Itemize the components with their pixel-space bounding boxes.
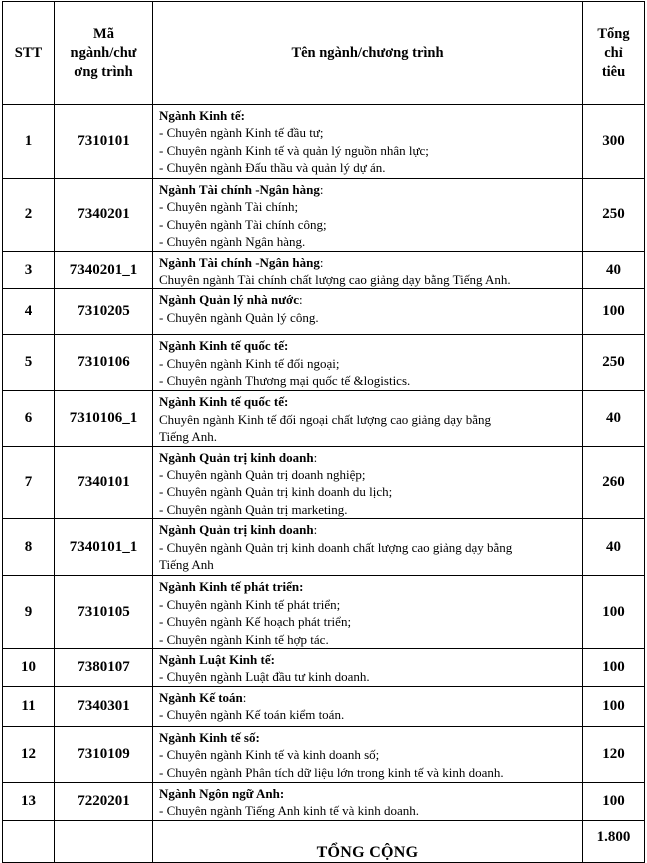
- specialization-line: - Chuyên ngành Phân tích dữ liệu lớn trong kinh tế và kinh doanh.: [159, 764, 504, 780]
- row-quota: 40: [583, 519, 645, 576]
- specialization-line: - Chuyên ngành Luật đầu tư kinh doanh.: [159, 669, 370, 685]
- row-stt: 8: [3, 519, 55, 576]
- row-quota: 260: [583, 446, 645, 519]
- program-name: Ngành Kinh tế số:: [159, 729, 260, 745]
- row-code: 7310101: [55, 105, 153, 179]
- total-row-stt-cell: [3, 820, 55, 862]
- total-row-value-cell: [583, 820, 645, 862]
- program-name: Ngành Tài chính -Ngân hàng: [159, 254, 320, 270]
- row-code: 7310205: [55, 289, 153, 335]
- row-stt: 2: [3, 179, 55, 252]
- row-program: [153, 576, 583, 649]
- row-stt: 11: [3, 686, 55, 726]
- specialization-line: - Chuyên ngành Quản trị marketing.: [159, 501, 348, 517]
- specialization-line: - Chuyên ngành Tài chính;: [159, 199, 299, 215]
- row-stt: 7: [3, 446, 55, 519]
- row-program: [153, 648, 583, 686]
- row-quota: 40: [583, 251, 645, 289]
- specialization-line: - Chuyên ngành Tiếng Anh kinh tế và kinh doanh.: [159, 803, 419, 819]
- table-row: [3, 686, 645, 726]
- row-quota: 100: [583, 576, 645, 649]
- table-row: [3, 289, 645, 335]
- row-quota: 100: [583, 782, 645, 820]
- table-row: [3, 391, 645, 446]
- header-stt: STT: [3, 2, 55, 105]
- row-quota: 300: [583, 105, 645, 179]
- row-code: 7340301: [55, 686, 153, 726]
- row-program: [153, 105, 583, 179]
- table-row: [3, 446, 645, 519]
- table-header-row: [3, 2, 645, 105]
- program-heading: [159, 521, 576, 538]
- admission-quota-table: [2, 1, 645, 863]
- row-code: 7310105: [55, 576, 153, 649]
- row-stt: 1: [3, 105, 55, 179]
- row-code: 7310106_1: [55, 391, 153, 446]
- row-program: [153, 251, 583, 289]
- specialization-line: - Chuyên ngành Kế hoạch phát triển;: [159, 614, 352, 630]
- row-quota: 250: [583, 335, 645, 391]
- specialization-line: Chuyên ngành Kinh tế đối ngoại chất lượng cao giảng dạy bằng: [159, 411, 491, 427]
- specialization-line: - Chuyên ngành Kinh tế hợp tác.: [159, 631, 329, 647]
- program-name: Ngành Kinh tế quốc tế:: [159, 338, 289, 354]
- table-row: [3, 105, 645, 179]
- program-name-suffix: :: [313, 522, 318, 538]
- row-quota: 250: [583, 179, 645, 252]
- header-total: Tổng chỉ tiêu: [583, 2, 645, 105]
- row-program: [153, 391, 583, 446]
- row-program: [153, 782, 583, 820]
- row-program: [153, 726, 583, 782]
- specialization-line: - Chuyên ngành Đấu thầu và quản lý dự án.: [159, 160, 386, 176]
- total-row-code-cell: [55, 820, 153, 862]
- table-body: [3, 105, 645, 821]
- header-code: Mã ngành/chư ơng trình: [55, 2, 153, 105]
- row-program: [153, 519, 583, 576]
- program-name: Ngành Quản lý nhà nước: [159, 292, 299, 308]
- specialization-line: Chuyên ngành Tài chính chất lượng cao giảng dạy bằng Tiếng Anh.: [159, 272, 511, 288]
- program-heading: [159, 651, 576, 668]
- total-row-label-cell: [153, 820, 583, 862]
- row-stt: 6: [3, 391, 55, 446]
- row-code: 7310109: [55, 726, 153, 782]
- program-name: Ngành Ngôn ngữ Anh:: [159, 785, 285, 801]
- row-code: 7220201: [55, 782, 153, 820]
- specialization-line: Tiếng Anh: [159, 557, 214, 573]
- table-row: [3, 335, 645, 391]
- specialization-line: - Chuyên ngành Kinh tế đối ngoại;: [159, 355, 340, 371]
- row-code: 7340101: [55, 446, 153, 519]
- specialization-line: - Chuyên ngành Quản lý công.: [159, 309, 319, 325]
- row-code: 7310106: [55, 335, 153, 391]
- grand-total-value: 1.800: [596, 828, 631, 845]
- table-row: [3, 519, 645, 576]
- program-name: Ngành Quản trị kinh doanh: [159, 449, 314, 465]
- specialization-line: - Chuyên ngành Quản trị doanh nghiệp;: [159, 467, 366, 483]
- row-stt: 5: [3, 335, 55, 391]
- program-heading: [159, 291, 576, 308]
- row-quota: 120: [583, 726, 645, 782]
- table-row: [3, 726, 645, 782]
- program-name-suffix: :: [313, 449, 318, 465]
- table-row: [3, 782, 645, 820]
- program-heading: [159, 729, 576, 746]
- row-stt: 3: [3, 251, 55, 289]
- row-quota: 100: [583, 648, 645, 686]
- specialization-line: - Chuyên ngành Thương mại quốc tế &logistics.: [159, 373, 411, 389]
- program-name: Ngành Kế toán: [159, 689, 243, 705]
- table-row: [3, 648, 645, 686]
- program-name: Ngành Tài chính -Ngân hàng: [159, 182, 320, 197]
- program-heading: [159, 107, 576, 124]
- row-stt: 4: [3, 289, 55, 335]
- program-heading: [159, 393, 576, 410]
- program-heading: [159, 578, 576, 595]
- row-stt: 9: [3, 576, 55, 649]
- program-heading: [159, 254, 576, 271]
- program-heading: [159, 449, 576, 466]
- row-program: [153, 179, 583, 252]
- specialization-line: - Chuyên ngành Kế toán kiểm toán.: [159, 707, 345, 723]
- program-name: Ngành Kinh tế quốc tế:: [159, 394, 289, 410]
- program-heading: [159, 689, 576, 706]
- specialization-line: - Chuyên ngành Kinh tế và kinh doanh số;: [159, 747, 380, 763]
- row-code: 7380107: [55, 648, 153, 686]
- row-quota: 100: [583, 289, 645, 335]
- row-stt: 12: [3, 726, 55, 782]
- row-program: [153, 289, 583, 335]
- program-name-suffix: :: [319, 182, 324, 197]
- specialization-line: - Chuyên ngành Quản trị kinh doanh chất lượng cao giảng dạy bằng: [159, 539, 513, 555]
- program-name-suffix: :: [299, 292, 303, 308]
- row-quota: 40: [583, 391, 645, 446]
- row-quota: 100: [583, 686, 645, 726]
- total-row: [3, 820, 645, 862]
- specialization-line: - Chuyên ngành Kinh tế phát triển;: [159, 596, 341, 612]
- specialization-line: Tiếng Anh.: [159, 429, 218, 445]
- table-row: [3, 179, 645, 252]
- row-program: [153, 686, 583, 726]
- row-code: 7340101_1: [55, 519, 153, 576]
- row-program: [153, 446, 583, 519]
- grand-total-label: TỔNG CỘNG: [316, 843, 419, 861]
- program-name: Ngành Quản trị kinh doanh: [159, 522, 314, 538]
- table-row: [3, 576, 645, 649]
- program-name: Ngành Kinh tế phát triển:: [159, 579, 304, 595]
- specialization-line: - Chuyên ngành Ngân hàng.: [159, 234, 306, 250]
- program-heading: [159, 785, 576, 802]
- program-heading: [159, 181, 576, 198]
- row-code: 7340201_1: [55, 251, 153, 289]
- row-stt: 13: [3, 782, 55, 820]
- program-name: Ngành Kinh tế:: [159, 108, 245, 123]
- table-row: [3, 251, 645, 289]
- specialization-line: - Chuyên ngành Quản trị kinh doanh du lịch;: [159, 484, 393, 500]
- program-name-suffix: :: [242, 689, 247, 705]
- row-program: [153, 335, 583, 391]
- specialization-line: - Chuyên ngành Kinh tế và quản lý nguồn nhân lực;: [159, 142, 429, 158]
- row-stt: 10: [3, 648, 55, 686]
- specialization-line: - Chuyên ngành Tài chính công;: [159, 216, 327, 232]
- row-code: 7340201: [55, 179, 153, 252]
- program-name: Ngành Luật Kinh tế:: [159, 651, 275, 667]
- header-name: Tên ngành/chương trình: [153, 2, 583, 105]
- program-name-suffix: :: [319, 254, 324, 270]
- program-heading: [159, 337, 576, 354]
- specialization-line: - Chuyên ngành Kinh tế đầu tư;: [159, 125, 324, 141]
